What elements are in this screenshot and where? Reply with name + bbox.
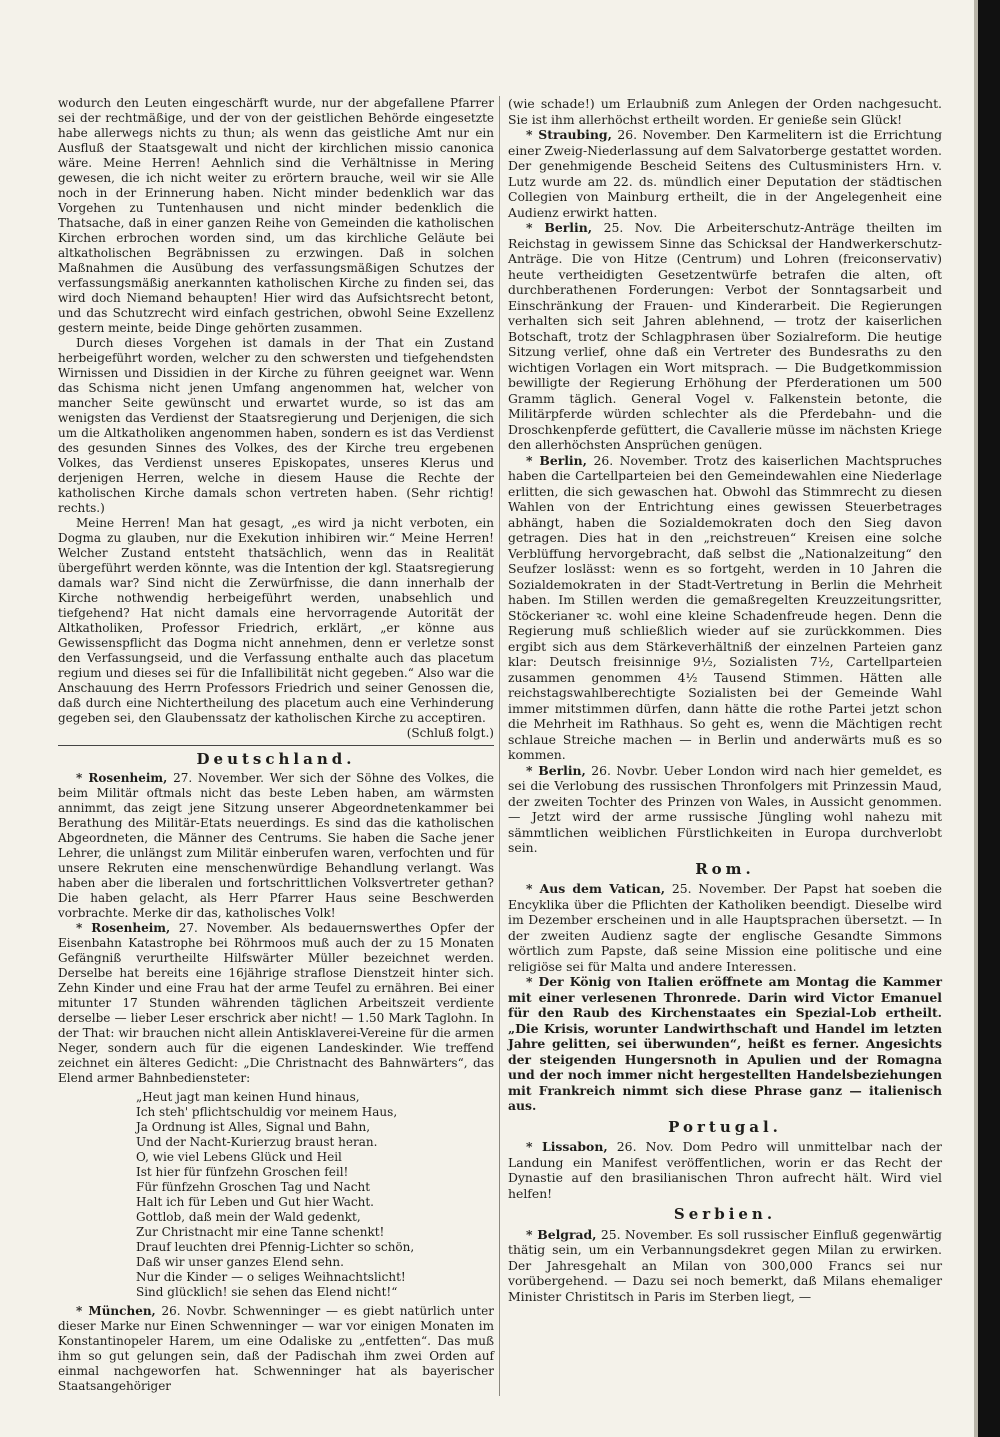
continuation-note: (Schluß folgt.) [406, 726, 494, 740]
article-rosenheim-1 [58, 771, 494, 921]
column-divider [499, 96, 500, 1396]
dateline-date: 27. November. [173, 771, 264, 785]
poem-line: Halt ich für Leben und Gut hier Wacht. [136, 1195, 374, 1209]
poem-line: Nur die Kinder — o seliges Weihnachtslicht! [136, 1270, 406, 1284]
dateline-date: 26. Novbr. [591, 762, 659, 778]
left-column [58, 96, 494, 1394]
dateline-date: 25. November. [600, 1226, 694, 1242]
article-text: Der Papst hat soeben die Encyklika über die Pflichten der Katholiken beendigt. Dieselbe wird im Dezember erscheinen und in alle Hauptsprachen übersetzt. — In der zweiten Audienz sagte der englische Gesandte Simmons wörtlich zum Papste, daß seine Mission eine politische und eine religiöse sei für Malta und andere Interessen. [508, 881, 942, 974]
dateline-place: * Berlin, [526, 762, 586, 778]
article-text: Wer sich der Söhne des Volkes, die beim Militär oftmals nicht das beste Leben haben, am wärmsten annimmt, das zeigt jene Sitzung unserer Abgeordnetenkammer bei Berathung des Militär-Etats neuerdings. Es sind das die katholischen Abgeordneten, die Männer des Centrums. Sie haben die Sache jener Lehrer, die unlängst zum Militär einberufen waren, verfochten und für unsere Rekruten eine menschenwürdige Behandlung verlangt. Was haben aber die liberalen und fortschrittlichen Volksvertreter gethan? Die haben gelacht, als Herr Pfarrer Haus seine Beschwerden vorbrachte. Merke dir das, katholisches Volk! [58, 771, 494, 920]
dateline-date: 26. November. [617, 127, 711, 142]
dateline-date: 27. November. [178, 921, 273, 935]
dateline-date: 26. November. [593, 452, 688, 468]
article-rosenheim-2 [58, 921, 494, 1086]
dateline-place: * Straubing, [526, 127, 612, 142]
poem-line: Und der Nacht-Kurierzug braust heran. [136, 1135, 378, 1149]
dateline-place: * Aus dem Vatican, [526, 881, 666, 896]
dateline-date: 26. Novbr. [161, 1304, 227, 1318]
dateline-date: 25. November. [671, 881, 767, 896]
article-koenig-italien: * Der König von Italien eröffnete am Montag die Kammer mit einer verlesenen Thronrede. Darin wird Victor Emanuel für den Raub des Kirchenstaates ein Spezial-Lob ertheilt. „Die Krisis, worunter Landwirthschaft und Handel im letzten Jahre gelitten, sei überwunden“, heißt es ferner. Angesichts der steigenden Hungersnoth in Apulien und der Romagna und der noch immer nicht hergestellten Handelsbeziehungen mit Frankreich nimmt sich diese Phrase ganz — italienisch aus. [508, 974, 942, 1113]
dateline-place: * Berlin, [526, 220, 593, 235]
poem-line: Zur Christnacht mir eine Tanne schenkt! [136, 1225, 385, 1239]
dateline-date: 25. Nov. [603, 220, 663, 235]
poem-line: Für fünfzehn Groschen Tag und Nacht [136, 1180, 371, 1194]
poem-line: Sind glücklich! sie sehen das Elend nicht!“ [136, 1285, 398, 1299]
article-berlin-1 [508, 220, 942, 453]
page-edge [978, 0, 1000, 1437]
dateline-place: * Lissabon, [526, 1139, 608, 1154]
section-heading-portugal: Portugal. [668, 1117, 782, 1136]
article-text: Ueber London wird nach hier gemeldet, es sei die Verlobung des russischen Thronfolgers mit Prinzessin Maud, der zweiten Tochter des Prinzen von Wales, in Aussicht genommen. — Jetzt wird der arme russische Jüngling wohl nahezu mit sämmtlichen weiblichen Fürstlichkeiten in Europa durchverlobt sein. [508, 762, 942, 855]
article-belgrad [508, 1227, 942, 1305]
dateline-place: * Rosenheim, [76, 771, 168, 785]
poem-line: „Heut jagt man keinen Hund hinaus, [136, 1090, 360, 1104]
article-text: Als bedauernswerthes Opfer der Eisenbahn Katastrophe bei Röhrmoos muß auch der zu 15 Monaten Gefängniß verurtheilte Hilfswärter Müller bezeichnet werden. Derselbe hat bereits eine 16jährige straflose Dienstzeit hinter sich. Zehn Kinder und eine Frau hat der arme Teufel zu ernähren. Bei einer mitunter 17 Stunden währenden täglichen Arbeitszeit verdiente derselbe — lieber Leser erschrick aber nicht! — 1.50 Mark Taglohn. In der That: wir brauchen nicht allein Antisklaverei-Vereine für die armen Neger, sondern auch für die eigenen Landeskinder. Wie treffend zeichnet ein älteres Gedicht: „Die Christnacht des Bahnwärters“, das Elend armer Bahnbediensteter: [58, 921, 494, 1085]
section-rule [58, 745, 494, 746]
paragraph: Durch dieses Vorgehen ist damals in der That ein Zustand herbeigeführt worden, welcher zu den schwersten und tiefgehendsten Wirnissen und Dissidien in der Kirche zu führen geeignet war. Wenn das Schisma nicht jenen Umfang angenommen hat, welcher von mancher Seite gewünscht und erwartet wurde, so ist das am wenigsten das Verdienst der Staatsregierung und Derjenigen, die sich um die Altkatholiken angenommen haben, sondern es ist das Verdienst des gesunden Sinnes des Volkes, des der Kirche treu ergebenen Volkes, das Verdienst unseres Episkopates, unseres Klerus und derjenigen Herren, welche in diesem Hause die Rechte der katholischen Kirche damals schon vertreten haben. (Sehr richtig! rechts.) [58, 336, 494, 515]
section-heading-rom: Rom. [695, 859, 755, 878]
dateline-place: * Berlin, [526, 452, 587, 468]
article-vatican [508, 881, 942, 974]
article-text: Den Karmelitern ist die Errichtung einer Zweig-Niederlassung auf dem Salvatorberge gestattet worden. Der genehmigende Bescheid Seitens des Cultusministers Hrn. v. Lutz wurde am 22. ds. mündlich einer Deputation der städtischen Collegien von Mainburg ertheilt, die in der Angelegenheit eine Audienz erwirkt hatten. [508, 127, 942, 220]
article-text: Die Arbeiterschutz-Anträge theilten im Reichstag in gewissem Sinne das Schicksal der Handwerkerschutz-Anträge. Die von Hitze (Centrum) und Lohren (freiconservativ) heute vertheidigten Gesetzentwürfe betrafen die alten, oft durchberathenen Forderungen: Verbot der Sonntagsarbeit und Einschränkung der Frauen- und Kinderarbeit. Die Regierungen verhalten sich seit Jahren ablehnend, — trotz der kaiserlichen Botschaft, trotz der Schlagphrasen über Sozialreform. Die heutige Sitzung verlief, ohne daß ein Vertreter des Bundesraths zu den wichtigen Vorlagen ein Wort mitsprach. — Die Budgetkommission bewilligte der Regierung Erhöhung der Pferderationen um 500 Gramm täglich. General Vogel v. Falkenstein betonte, die Militärpferde würden schlechter als die Pferdebahn- und die Droschkenpferde gefüttert, die Cavallerie müsse im nächsten Kriege den allerhöchsten Ansprüchen genügen. [508, 220, 942, 452]
right-column [508, 96, 942, 1304]
article-text: Schwenninger — es giebt natürlich unter dieser Marke nur Einen Schwenninger — war vor einigen Monaten im Konstantinopeler Harem, um eine Odaliske zu „entfetten“. Das muß ihm so gut gelungen sein, daß der Padischah ihm zwei Orden auf einmal nachgeworfen hat. Schwenninger hat als bayerischer Staatsangehöriger [58, 1304, 494, 1393]
article-text: Trotz des kaiserlichen Machtspruches haben die Cartellparteien bei den Gemeindewahlen eine Niederlage erlitten, die sich gewaschen hat. Obwohl das Stimmrecht zu diesen Wahlen von der Entrichtung eines gewissen Steuerbetrages abhängt, haben die Sozialdemokraten doch den Sieg davon getragen. Dies hat in den „reichstreuen“ Kreisen eine solche Verblüffung hervorgebracht, daß selbst die „Nationalzeitung“ den Seufzer loslässt: wenn es so fortgeht, werden in 10 Jahren die Sozialdemokraten in der Stadt-Vertretung in Berlin die Mehrheit haben. Im Stillen werden die gemaßregelten Kreuzzeitungsritter, Stöckerianer ꝛc. wohl eine kleine Schadenfreude hegen. Denn die Regierung muß schließlich wieder auf sie zurückkommen. Dies ergibt sich aus dem Stärkeverhältniß der einzelnen Parteien ganz klar: Deutsch freisinnige 9½, Sozialisten 7½, Cartellparteien zusammen genommen 4½ Tausend Stimmen. Hätten alle reichstagswahlberechtigte Sozialisten bei der Gemeinde Wahl immer mitstimmen dürfen, dann hätte die rothe Partei jetzt schon die Mehrheit im Rathhaus. So geht es, wenn die Mächtigen recht schlaue Streiche machen — in Berlin und anderwärts muß es so kommen. [508, 452, 942, 762]
article-text: Dom Pedro will unmittelbar nach der Landung ein Manifest veröffentlichen, worin er das Recht der Dynastie auf den brasilianischen Thron aufrecht hält. Wird viel helfen! [508, 1139, 942, 1201]
article-text: Es soll russischer Einfluß gegenwärtig thätig sein, um ein Verbannungsdekret gegen Milan zu erwirken. Der Jahresgehalt an Milan von 300,000 Francs sei nur vorübergehend. — Dazu sei noch bemerkt, daß Milans ehemaliger Minister Christitsch in Paris im Sterben liegt, — [508, 1226, 942, 1304]
article-muenchen [58, 1304, 494, 1394]
article-lissabon [508, 1139, 942, 1201]
poem-line: Gottlob, daß mein der Wald gedenkt, [136, 1210, 361, 1224]
dateline-date: 26. Nov. [616, 1139, 674, 1154]
poem-line: Daß wir unser ganzes Elend sehn. [136, 1255, 344, 1269]
paragraph: Meine Herren! Man hat gesagt, „es wird ja nicht verboten, ein Dogma zu glauben, nur die Exekution inhibiren wir.“ Meine Herren! Welcher Zustand entsteht thatsächlich, wenn das in Realität übergeführt werden könnte, was die Intention der kgl. Staatsregierung damals war? Sind nicht die Zerwürfnisse, die dann innerhalb der Kirche nothwendig herbeigeführt werden, unabsehlich und tiefgehend? Hat nicht damals eine hervorragende Autorität der Altkatholiken, Professor Friedrich, erklärt, „er könne aus Gewissenspflicht das Dogma nicht annehmen, denn er verletze sonst den Verfassungseid, und die Verfassung enthalte auch das placetum regium und dieses sei für die Infallibilität nicht gegeben.“ Also war die Anschauung des Herrn Professors Friedrich und seiner Genossen die, daß durch eine Nichtertheilung des placetum auch eine Verhinderung gegeben sei, den Glaubenssatz der katholischen Kirche zu acceptiren. [58, 516, 494, 725]
section-heading-deutschland: Deutschland. [196, 750, 356, 768]
section-heading-serbien: Serbien. [673, 1205, 777, 1223]
poem-line: Ja Ordnung ist Alles, Signal und Bahn, [136, 1120, 371, 1134]
article-straubing [508, 127, 942, 220]
poem-line: Ich steh' pflichtschuldig vor meinem Haus, [136, 1105, 398, 1119]
poem [136, 1090, 494, 1300]
poem-line: Drauf leuchten drei Pfennig-Lichter so schön, [136, 1240, 415, 1254]
poem-line: Ist hier für fünfzehn Groschen feil! [136, 1165, 349, 1179]
dateline-place: * Rosenheim, [76, 921, 171, 935]
poem-line: O, wie viel Lebens Glück und Heil [136, 1150, 342, 1164]
paragraph: (wie schade!) um Erlaubniß zum Anlegen der Orden nachgesucht. Sie ist ihm allerhöchst ertheilt worden. Er genieße sein Glück! [508, 96, 942, 127]
dateline-place: * München, [76, 1304, 156, 1318]
article-berlin-3 [508, 763, 942, 856]
dateline-place: * Belgrad, [526, 1226, 597, 1242]
article-berlin-2 [508, 453, 942, 763]
paragraph: wodurch den Leuten eingeschärft wurde, nur der abgefallene Pfarrer sei der rechtmäßige, und der von der geistlichen Behörde eingesetzte habe allerwegs nichts zu thun; als wenn das geistliche Amt nur ein Ausfluß der Staatsgewalt und nicht der kirchlichen missio canonica wäre. Meine Herren! Aehnlich sind die Verhältnisse in Mering gewesen, die ich nicht weiter zu erörtern brauche, weil wir sie Alle noch in der Erinnerung haben. Nicht minder bedenklich war das Vorgehen zu Tuntenhausen und nicht minder bedenklich die Thatsache, daß in einer ganzen Reihe von Gemeinden die katholischen Kirchen erbrochen worden sind, um das kirchliche Geläute bei altkatholischen Begräbnissen zu erzwingen. Daß in solchen Maßnahmen die Ausübung des verfassungsmäßigen Schutzes der verfassungsmäßig anerkannten katholischen Kirche zu finden sei, das wird doch Niemand behaupten! Hier wird das Aufsichtsrecht betont, und das Schutzrecht wird einfach gestrichen, obwohl Seine Exzellenz gestern meinte, beide Dinge gehörten zusammen. [58, 96, 494, 335]
